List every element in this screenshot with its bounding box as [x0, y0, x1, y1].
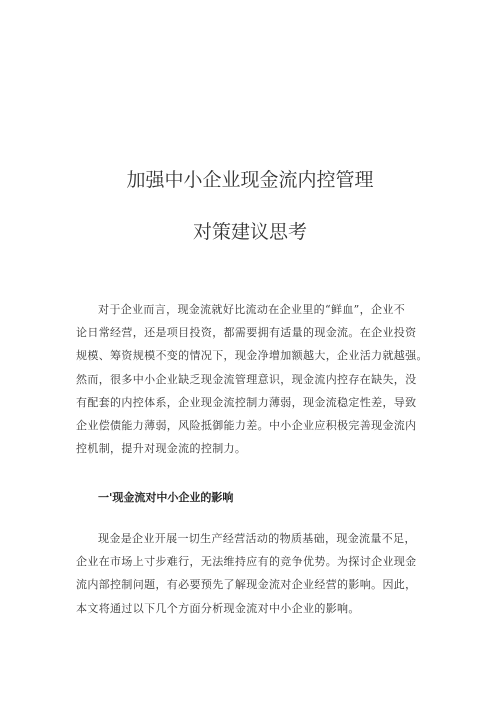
section-paragraph: [76, 527, 436, 620]
paragraph-line: 有配套的内控体系，企业现金流控制力薄弱，现金流稳定性差，导致: [76, 395, 417, 409]
paragraph-line: 规模、筹资规模不变的情况下，现金净增加额越大，企业活力就越强。: [76, 349, 428, 363]
paragraph-line: 企业偿债能力薄弱，风险抵御能力差。中小企业应积极完善现金流内: [76, 419, 417, 433]
paragraph-line: 企业在市场上寸步难行，无法维持应有的竞争优势。为探讨企业现金: [76, 555, 417, 569]
paragraph-line: 然而，很多中小企业缺乏现金流管理意识，现金流内控存在缺失，没: [76, 372, 417, 386]
intro-paragraph: [76, 298, 436, 460]
paragraph-line: 流内部控制问题，有必要预先了解现金流对企业经营的影响。因此，: [76, 578, 417, 592]
document-subtitle: 对策建议思考: [192, 221, 307, 243]
paragraph-line: 对于企业而言，现金流就好比流动在企业里的“鲜血”，企业不: [98, 303, 406, 316]
paragraph-line: 本文将通过以下几个方面分析现金流对中小企业的影响。: [76, 601, 360, 615]
paragraph-line: 控机制，提升对现金流的控制力。: [76, 442, 247, 456]
section-heading: 一'现金流对中小企业的影响: [98, 491, 234, 504]
document-title: 加强中小企业现金流内控管理: [126, 169, 374, 191]
paragraph-line: 现金是企业开展一切生产经营活动的物质基础，现金流量不足，: [98, 532, 416, 545]
paragraph-line: 论日常经营，还是项目投资，都需要拥有适量的现金流。在企业投资: [76, 326, 417, 340]
